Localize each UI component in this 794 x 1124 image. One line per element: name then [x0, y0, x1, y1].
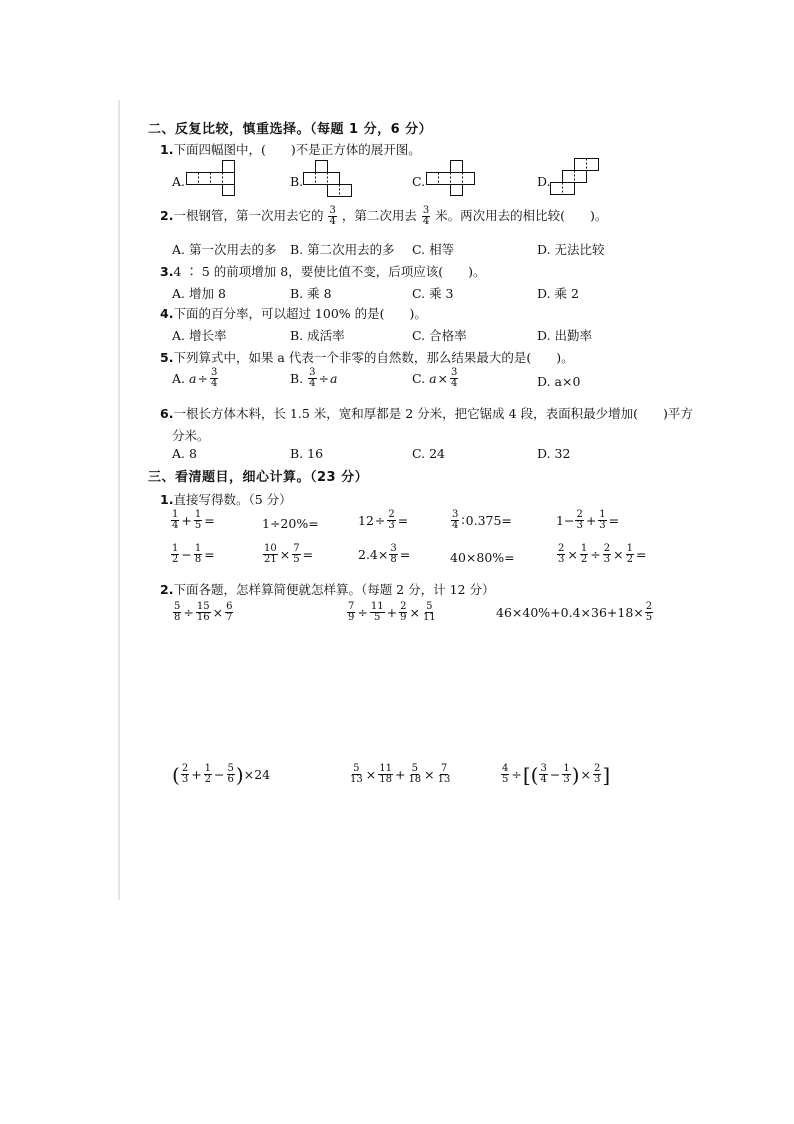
part-text: 直接写得数。（5 分）	[173, 492, 292, 507]
q6-option-b: B. 16	[290, 446, 324, 461]
variable: a	[429, 371, 437, 386]
question-text: 下面四幅图中，( )不是正方体的展开图。	[173, 142, 421, 157]
question-4	[160, 304, 427, 322]
question-number: 2.	[160, 208, 174, 223]
question-2	[160, 206, 607, 227]
calc-1-1: $\frac{1}{4}$ + $\frac{1}{5}$ =	[172, 509, 215, 531]
q6-option-d: D. 32	[537, 446, 571, 461]
question-text-part: 米。两次用去的相比较( )。	[435, 208, 608, 223]
variable: a	[330, 371, 338, 386]
q5-option-d: D. a×0	[537, 374, 581, 389]
fraction	[328, 206, 336, 227]
question-text: 下面的百分率，可以超过 100% 的是( )。	[173, 306, 427, 321]
simplify-5: $\frac{5}{13}$ × $\frac{11}{18}$ + $\frac{5}{18}$ × $\frac{7}{13}$	[350, 763, 451, 785]
q6-option-a: A. 8	[172, 446, 197, 461]
section-3-title: 三、看清题目，细心计算。（23 分）	[148, 470, 369, 485]
numerator: 3	[210, 367, 218, 378]
q2-option-d: D. 无法比较	[537, 242, 605, 257]
q3-option-a: A. 增加 8	[172, 286, 226, 301]
calc-2-1: $\frac{1}{2}$ − $\frac{1}{8}$ =	[172, 543, 215, 565]
calc-1-5: 1− $\frac{2}{3}$ + $\frac{1}{3}$ =	[556, 509, 620, 531]
q3-option-b: B. 乘 8	[290, 286, 332, 301]
denominator: 4	[309, 378, 316, 389]
q4-option-c: C. 合格率	[412, 328, 467, 343]
numerator: 3	[329, 205, 336, 216]
simplify-2: $\frac{7}{9}$ ÷ $\frac{11}{5}$ + $\frac{2}{9}$ × $\frac{5}{11}$	[348, 601, 436, 623]
question-3	[160, 262, 485, 280]
denominator: 4	[329, 216, 336, 227]
part-number: 2.	[160, 582, 174, 597]
q5-option-c	[412, 368, 459, 389]
calc-2-5: $\frac{2}{3}$ × $\frac{1}{2}$ ÷ $\frac{2}{3}$ × $\frac{1}{2}$ =	[558, 543, 647, 565]
part-number: 1.	[160, 492, 174, 507]
question-text: 一根长方体木料，长 1.5 米，宽和厚都是 2 分米，把它锯成 4 段，表面积最少增加( )平方	[173, 406, 693, 421]
q1-option-c-label: C.	[412, 174, 426, 189]
section-2-title: 二、反复比较，慎重选择。（每题 1 分，6 分）	[148, 122, 433, 137]
part-text: 下面各题，怎样算简便就怎样算。（每题 2 分，计 12 分）	[173, 582, 495, 597]
q1-option-d-label: D.	[537, 174, 551, 189]
simplify-4: ( $\frac{2}{3}$ + $\frac{1}{2}$ − $\frac{5}{6}$ ) ×24	[172, 762, 271, 787]
calc-1-2: 1÷20%=	[262, 516, 319, 531]
q3-option-c: C. 乘 3	[412, 286, 454, 301]
question-5	[160, 348, 574, 366]
question-1	[160, 140, 421, 158]
question-number: 6.	[160, 406, 174, 421]
denominator: 4	[210, 378, 218, 389]
q5-option-b	[290, 368, 337, 389]
option-label: A.	[172, 371, 186, 386]
q1-option-a-net	[186, 160, 242, 196]
fraction	[422, 206, 430, 227]
question-text: 4 ∶ 5 的前项增加 8，要使比值不变，后项应该( )。	[173, 264, 486, 279]
q1-option-b-net	[303, 160, 359, 200]
option-label: C.	[412, 371, 426, 386]
fraction	[210, 368, 218, 389]
simplify-1: $\frac{5}{8}$ ÷ $\frac{15}{16}$ × $\frac{6}{7}$	[174, 601, 233, 623]
question-number: 3.	[160, 264, 174, 279]
q1-option-c-net	[426, 160, 482, 196]
denominator: 4	[422, 216, 430, 227]
binding-line	[118, 100, 120, 900]
q4-option-d: D. 出勤率	[537, 328, 593, 343]
part-2-heading	[160, 580, 494, 598]
q1-option-d-net	[550, 158, 606, 198]
operator: ÷	[197, 371, 208, 386]
q1-option-a-label: A.	[172, 174, 186, 189]
question-6	[160, 404, 693, 422]
question-text: 下列算式中，如果 a 代表一个非零的自然数，那么结果最大的是( )。	[173, 350, 574, 365]
q2-option-b: B. 第二次用去的多	[290, 242, 395, 257]
calc-2-2: $\frac{10}{21}$ × $\frac{7}{5}$ =	[264, 543, 314, 565]
question-text-part: 一根钢管，第一次用去它的	[173, 208, 324, 223]
calc-2-4: 40×80%=	[450, 550, 515, 565]
simplify-3: 46×40%+0.4×36+18× $\frac{2}{5}$	[496, 601, 653, 623]
calc-1-4: $\frac{3}{4}$ ∶ 0.375=	[452, 509, 512, 531]
q3-option-d: D. 乘 2	[537, 286, 579, 301]
question-number: 5.	[160, 350, 174, 365]
question-number: 4.	[160, 306, 174, 321]
option-label: B.	[290, 371, 304, 386]
q6-option-c: C. 24	[412, 446, 445, 461]
denominator: 4	[451, 378, 458, 389]
question-6-continued: 分米。	[172, 428, 210, 443]
q4-option-b: B. 成活率	[290, 328, 345, 343]
operator: ÷	[318, 371, 330, 386]
calc-1-3: 12 ÷ $\frac{2}{3}$ =	[358, 509, 409, 531]
numerator: 3	[451, 367, 458, 378]
q5-option-a	[172, 368, 219, 389]
variable: a	[189, 371, 197, 386]
q4-option-a: A. 增长率	[172, 328, 227, 343]
numerator: 3	[422, 205, 430, 216]
q2-option-a: A. 第一次用去的多	[172, 242, 277, 257]
fraction	[450, 368, 458, 389]
question-number: 1.	[160, 142, 174, 157]
question-text-part: ，第二次用去	[341, 208, 417, 223]
calc-2-3: 2.4× $\frac{3}{8}$ =	[358, 543, 411, 565]
q1-option-b-label: B.	[290, 174, 304, 189]
numerator: 3	[309, 367, 316, 378]
operator: ×	[437, 371, 449, 386]
fraction	[308, 368, 316, 389]
simplify-6: $\frac{4}{5}$ ÷ [ ( $\frac{3}{4}$ − $\frac{1}{3}$ ) × $\frac{2}{3}$ ]	[502, 762, 611, 787]
part-1-heading	[160, 490, 292, 508]
q2-option-c: C. 相等	[412, 242, 455, 257]
